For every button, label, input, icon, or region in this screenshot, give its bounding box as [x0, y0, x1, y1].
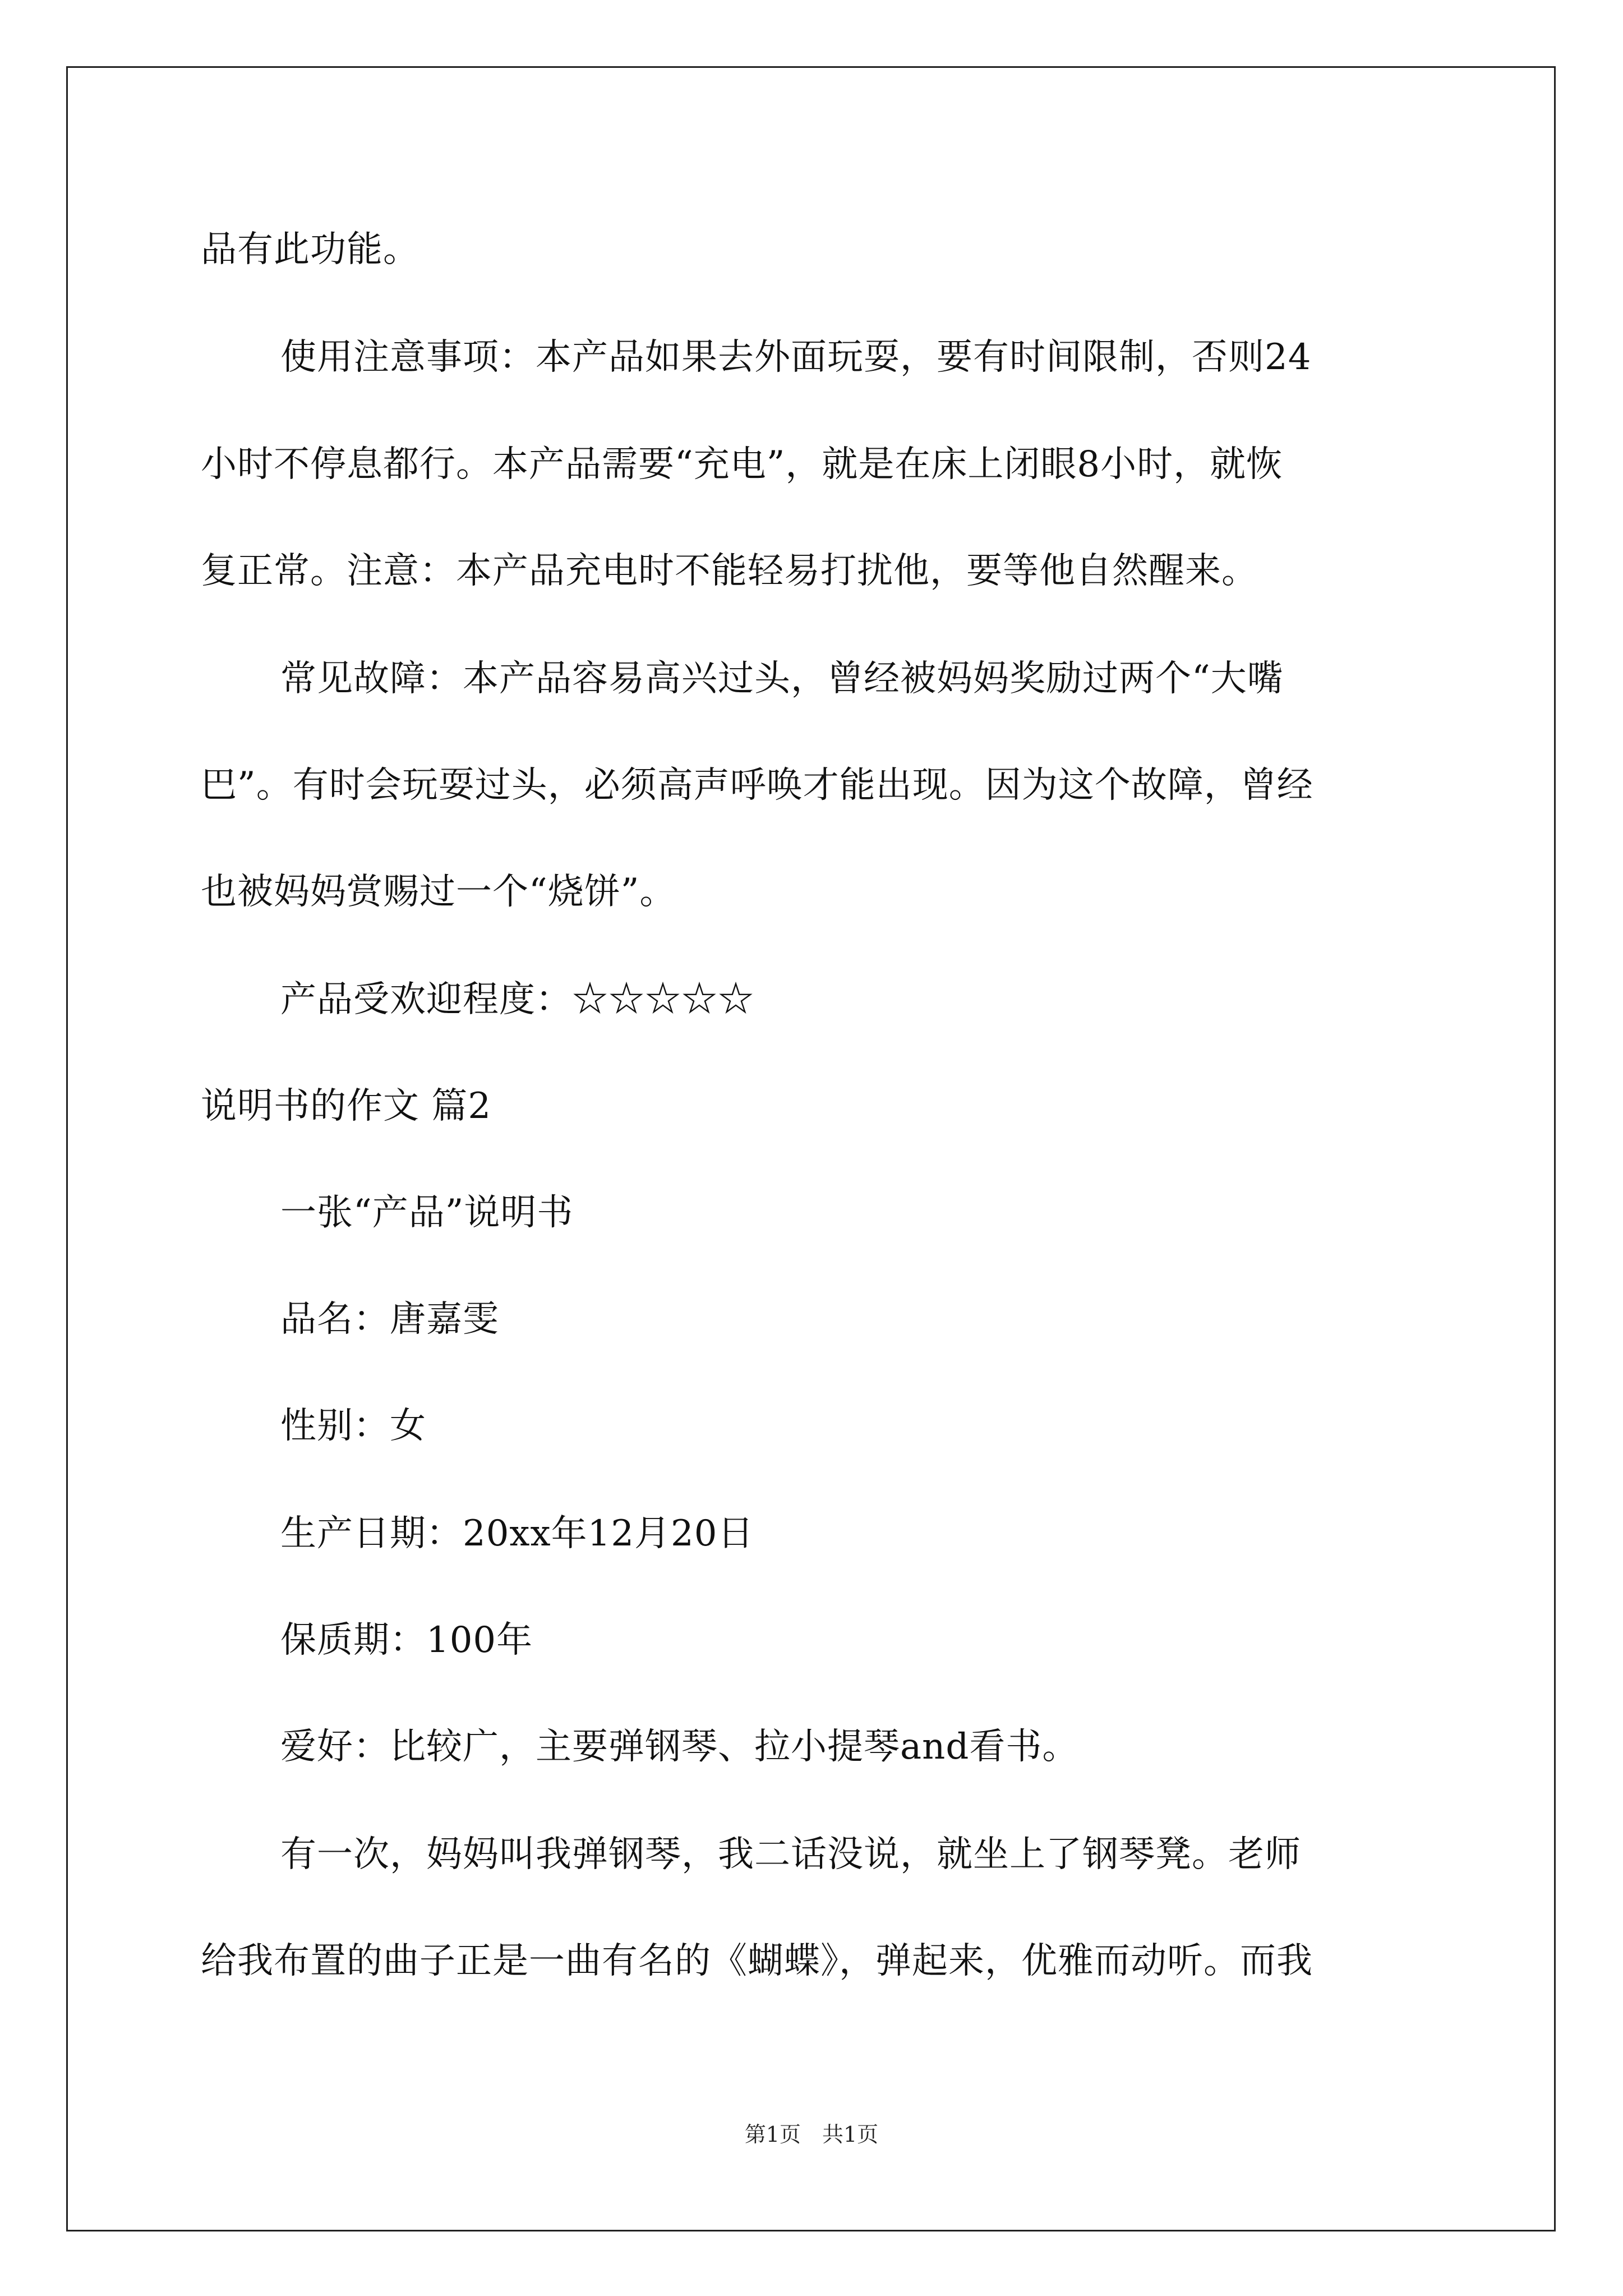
- text-line-10: 一张“产品”说明书: [280, 1192, 574, 1234]
- text-line-17: 给我布置的曲子正是一曲有名的《蝴蝶》，弹起来，优雅而动听。而我: [201, 1940, 1313, 1982]
- text-line-3: 小时不停息都行。本产品需要“充电”，就是在床上闭眼8小时，就恢: [201, 444, 1283, 485]
- text-line-4: 复正常。注意：本产品充电时不能轻易打扰他，要等他自然醒来。: [201, 550, 1258, 592]
- text-line-12: 性别：女: [280, 1405, 426, 1447]
- page-border: [66, 66, 1556, 2231]
- text-line-15: 爱好：比较广，主要弹钢琴、拉小提琴and看书。: [280, 1726, 1079, 1768]
- text-line-6: 巴”。有时会玩耍过头，必须高声呼唤才能出现。因为这个故障，曾经: [201, 765, 1313, 806]
- text-line-14: 保质期：100年: [280, 1619, 533, 1661]
- page-number-footer: 第1页 共1页: [744, 2122, 879, 2147]
- text-line-5: 常见故障：本产品容易高兴过头，曾经被妈妈奖励过两个“大嘴: [280, 658, 1284, 700]
- text-line-16: 有一次，妈妈叫我弹钢琴，我二话没说，就坐上了钢琴凳。老师: [280, 1834, 1301, 1875]
- text-line-13: 生产日期：20xx年12月20日: [280, 1513, 754, 1554]
- text-line-2: 使用注意事项：本产品如果去外面玩耍，要有时间限制，否则24: [280, 337, 1312, 378]
- section-heading: 说明书的作文 篇2: [201, 1085, 492, 1127]
- text-line-11: 品名：唐嘉雯: [280, 1299, 499, 1340]
- text-line-8: 产品受欢迎程度：☆☆☆☆☆: [280, 979, 754, 1020]
- text-line-7: 也被妈妈赏赐过一个“烧饼”。: [201, 871, 676, 913]
- text-line-1: 品有此功能。: [201, 229, 419, 270]
